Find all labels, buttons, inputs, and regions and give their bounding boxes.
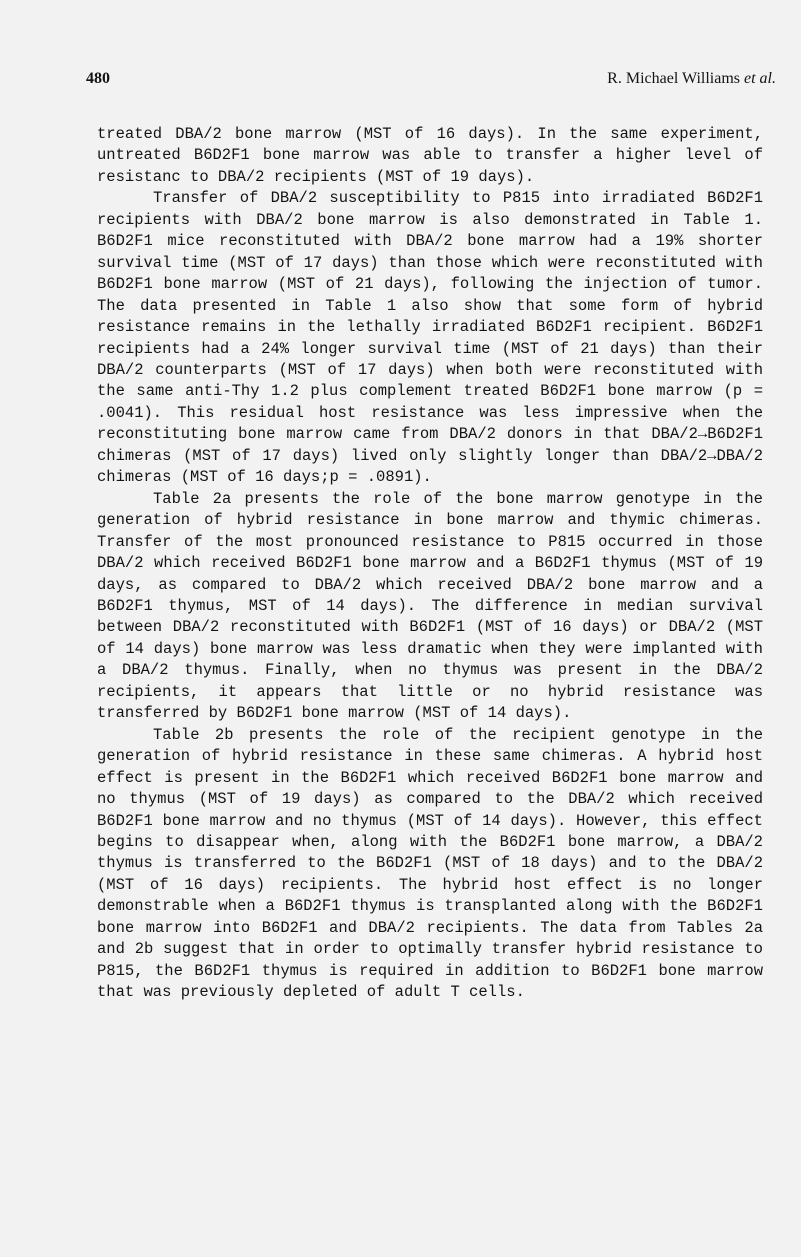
paragraph: Table 2a presents the role of the bone marrow genotype in the generation of hybrid resistance in bone marrow and thymic chimeras. Transfer of the most pronounced resistance to P815 occurred in those DBA/2 which received B6D2F1 bone marrow and a B6D2F1 thymus (MST of 19 days, as compared to DBA/2 which received DBA/2 bone marrow and a B6D2F1 thymus, MST of 14 days). The difference in median survival between DBA/2 reconstituted with B6D2F1 (MST of 16 days) or DBA/2 (MST of 14 days) bone marrow was less dramatic when they were implanted with a DBA/2 thymus. Finally, when no thymus was present in the DBA/2 recipients, it appears that little or no hybrid resistance was transferred by B6D2F1 bone marrow (MST of 14 days). <box>97 489 763 723</box>
author-name: R. Michael Williams <box>607 70 740 87</box>
paragraph: Transfer of DBA/2 susceptibility to P815 into irradiated B6D2F1 recipients with DBA/2 bone marrow is also demonstrated in Table 1. B6D2F1 mice reconstituted with DBA/2 bone marrow had a 19% shorter survival time (MST of 17 days) than those which were reconstituted with B6D2F1 bone marrow (MST of 21 days), following the injection of tumor. The data presented in Table 1 also show that some form of hybrid resistance remains in the lethally irradiated B6D2F1 recipient. B6D2F1 recipients had a 24% longer survival time (MST of 21 days) than their DBA/2 counterparts (MST of 17 days) when both were reconstituted with the same anti-Thy 1.2 plus complement treated B6D2F1 bone marrow (p = .0041). This residual host resistance was less impressive when the reconstituting bone marrow came from DBA/2 donors in that DBA/2→B6D2F1 chimeras (MST of 17 days) lived only slightly longer than DBA/2→DBA/2 chimeras (MST of 16 days;p = .0891). <box>97 189 763 487</box>
paragraph: Table 2b presents the role of the recipient genotype in the generation of hybrid resistance in these same chimeras. A hybrid host effect is present in the B6D2F1 which received B6D2F1 bone marrow and no thymus (MST of 19 days) as compared to the DBA/2 which received B6D2F1 bone marrow and no thymus (MST of 14 days). However, this effect begins to disappear when, along with the B6D2F1 bone marrow, a DBA/2 thymus is transferred to the B6D2F1 (MST of 18 days) and to the DBA/2 (MST of 16 days) recipients. The hybrid host effect is no longer demonstrable when a B6D2F1 thymus is transplanted along with the B6D2F1 bone marrow into B6D2F1 and DBA/2 recipients. The data from Tables 2a and 2b suggest that in order to optimally transfer hybrid resistance to P815, the B6D2F1 thymus is required in addition to B6D2F1 bone marrow that was previously depleted of adult T cells. <box>97 725 763 1002</box>
et-al: et al. <box>744 70 776 87</box>
page-number: 480 <box>86 70 110 87</box>
body-text <box>97 124 763 1004</box>
paragraph: treated DBA/2 bone marrow (MST of 16 days). In the same experiment, untreated B6D2F1 bone marrow was able to transfer a higher level of resistanc to DBA/2 recipients (MST of 19 days). <box>97 125 763 186</box>
running-head <box>607 70 776 88</box>
running-header <box>86 70 776 92</box>
